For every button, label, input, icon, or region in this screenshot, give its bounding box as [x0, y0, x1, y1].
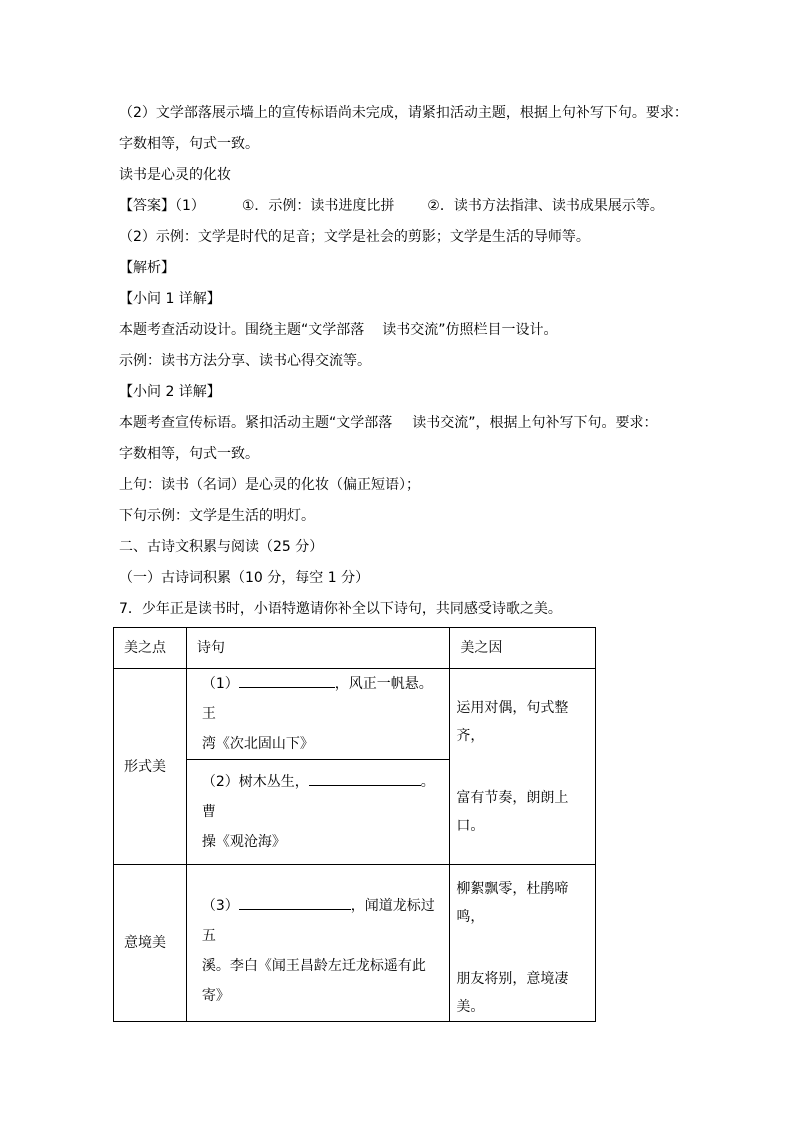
- question-2-prompt: （2）文学部落展示墙上的宣传标语尚未完成，请紧扣活动主题，根据上句补写下句。要求：: [119, 105, 688, 121]
- verse-cell-3: [186, 865, 450, 1022]
- answer-blank-1[interactable]: [239, 673, 335, 688]
- answer-item-2: ②．读书方法指津、读书成果展示等。: [427, 198, 664, 214]
- analysis-1-example: 示例：读书方法分享、读书心得交流等。: [119, 353, 371, 369]
- answer-blank-3[interactable]: [239, 895, 351, 910]
- requirement-text: 字数相等，句式一致。: [119, 136, 259, 152]
- verse-2-source: 操《观沧海》: [201, 834, 286, 850]
- subsection-1-heading: （一）古诗词积累（10 分，每空 1 分）: [119, 570, 370, 586]
- verse-2-suffix: 。曹: [201, 774, 435, 820]
- poetry-table: [113, 627, 596, 1022]
- analysis-2-part-a: 本题考查宣传标语。紧扣活动主题“文学部落: [119, 415, 393, 431]
- reason-mood-line-2: 朋友将别，意境凄美。: [456, 971, 569, 1015]
- verse-1-text: ，风正一帆悬。王: [201, 676, 433, 722]
- beauty-reason-form: [450, 669, 596, 865]
- table-header-row: [114, 628, 596, 669]
- verse-3-source: 溪。李白《闻王昌龄左迁龙标遥有此寄》: [201, 958, 426, 1004]
- verse-3-text: ，闻道龙标过五: [201, 898, 435, 944]
- lower-line-example: 下句示例：文学是生活的明灯。: [119, 508, 315, 524]
- answer-line-1: [119, 196, 664, 216]
- header-verse: 诗句: [186, 628, 450, 669]
- analysis-1-part-b: 读书交流”仿照栏目一设计。: [382, 322, 558, 338]
- verse-2-text: （2）树木丛生，: [201, 774, 309, 790]
- verse-3-number: （3）: [201, 898, 239, 914]
- answer-item-1: ①．示例：读书进度比拼: [241, 198, 395, 214]
- header-beauty-reason: 美之因: [450, 628, 596, 669]
- analysis-2-part-b: 读书交流”，根据上句补写下句。要求：: [412, 415, 658, 431]
- upper-line-slogan: 读书是心灵的化妆: [119, 167, 231, 183]
- analysis-heading: 【解析】: [119, 260, 175, 276]
- beauty-reason-mood: [450, 865, 596, 1022]
- upper-line-analysis: 上句：读书（名词）是心灵的化妆（偏正短语）；: [119, 477, 420, 493]
- section-2-heading: 二、古诗文积累与阅读（25 分）: [119, 539, 324, 555]
- question-7-prompt: 7．少年正是读书时，小语特邀请你补全以下诗句，共同感受诗歌之美。: [119, 601, 562, 617]
- table-row: [114, 669, 596, 760]
- header-beauty-point: 美之点: [114, 628, 187, 669]
- analysis-1-part-a: 本题考查活动设计。围绕主题“文学部落: [119, 322, 365, 338]
- verse-1-number: （1）: [201, 676, 239, 692]
- reason-form-line-1: 运用对偶，句式整齐，: [456, 699, 569, 744]
- beauty-point-mood: 意境美: [114, 865, 187, 1022]
- beauty-point-form: 形式美: [114, 669, 187, 865]
- reason-mood-line-1: 柳絮飘零，杜鹃啼鸣，: [456, 881, 569, 925]
- analysis-2-text: [119, 413, 658, 433]
- sub-question-1-heading: 【小问 1 详解】: [119, 291, 221, 307]
- reason-form-line-2: 富有节奏，朗朗上口。: [456, 789, 569, 834]
- answer-blank-2[interactable]: [309, 771, 421, 786]
- verse-cell-2: [186, 760, 450, 865]
- table-row: [114, 865, 596, 1022]
- verse-1-source: 湾《次北固山下》: [201, 736, 314, 752]
- answer-line-2: （2）示例：文学是时代的足音；文学是社会的剪影；文学是生活的导师等。: [119, 229, 590, 245]
- analysis-2-requirement: 字数相等，句式一致。: [119, 446, 259, 462]
- sub-question-2-heading: 【小问 2 详解】: [119, 384, 221, 400]
- answer-label: 【答案】（1）: [119, 198, 205, 214]
- analysis-1-text: [119, 320, 558, 340]
- verse-cell-1: [186, 669, 450, 760]
